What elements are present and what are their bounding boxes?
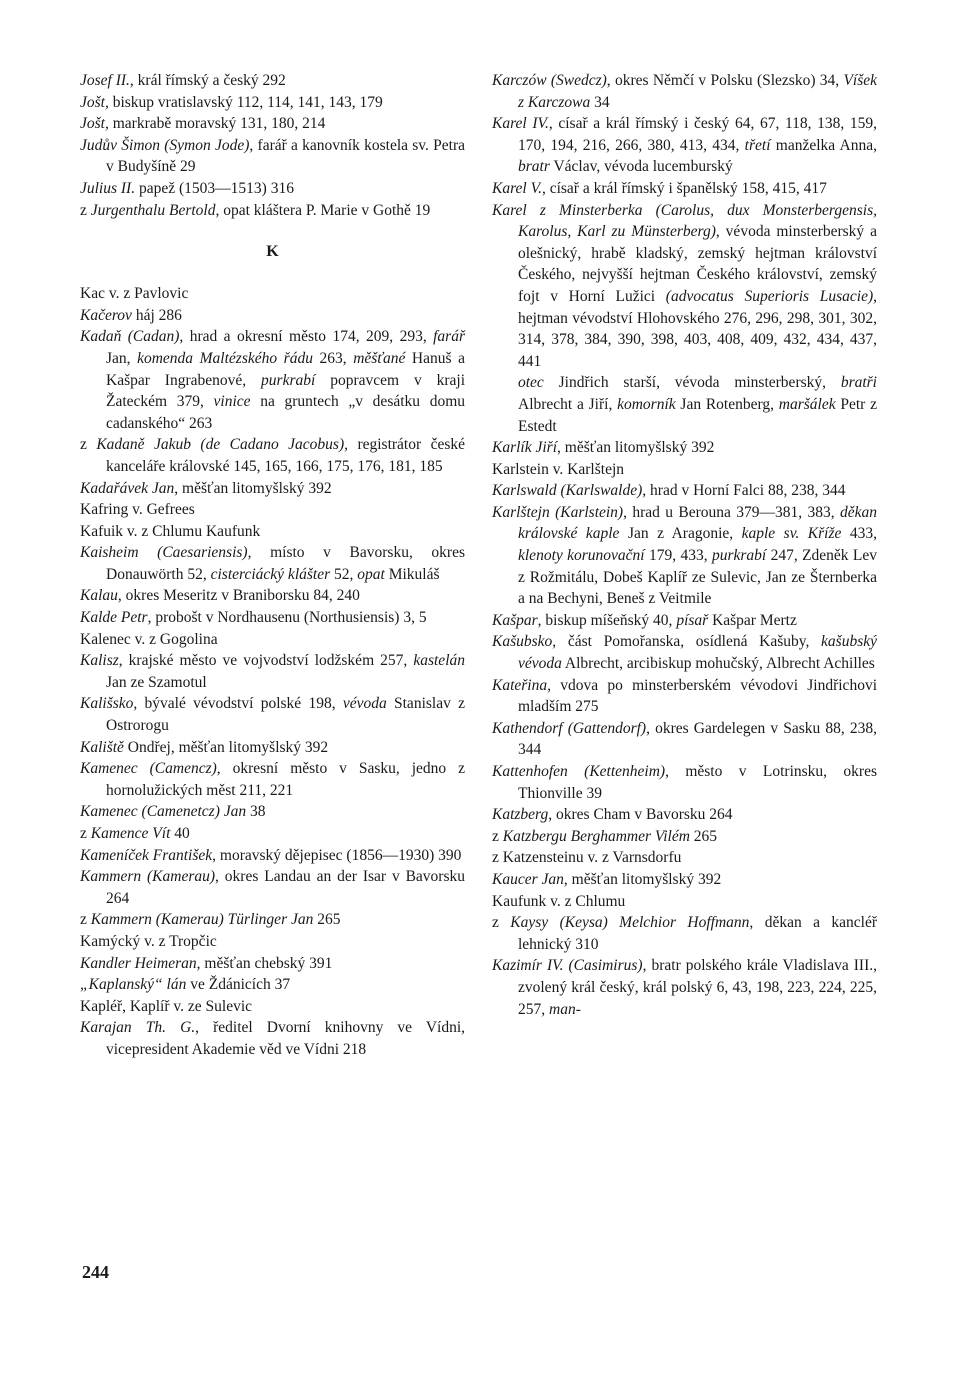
entry-text: klenoty korunovační [518, 547, 645, 565]
entry-text: Kamenec (Camenetcz) Jan [80, 803, 247, 821]
index-entry [80, 521, 465, 543]
entry-text: Albrecht, arcibiskup mohučský, Albrecht Achilles [561, 655, 875, 673]
entry-text: na gruntech „v desátku domu cadanského“ 263 [106, 393, 465, 432]
entry-text: Kališsko [80, 695, 134, 713]
index-entry [492, 70, 877, 113]
index-entry [80, 92, 465, 114]
index-entry [80, 974, 465, 996]
index-entry [80, 737, 465, 759]
entry-text: Petr z Estedt [518, 395, 877, 435]
section-letter: K [266, 243, 279, 261]
entry-text: Kaliště [80, 738, 124, 756]
entry-text: komenda Maltézského řádu [137, 349, 313, 367]
index-entry [80, 178, 465, 200]
entry-text: Kateřina [492, 676, 548, 694]
index-entry [492, 761, 877, 804]
entry-text: , opat kláštera P. Marie v Gothě 19 [215, 201, 431, 219]
entry-text: Kazimír IV. (Casimirus) [492, 957, 643, 975]
entry-text: měšťané [353, 349, 406, 367]
entry-text: Jan Rotenberg, [675, 395, 779, 413]
entry-text: Stanislav z Ostrorogu [106, 695, 465, 735]
entry-text: , registrátor české kanceláře královské 145, 165, 166, 175, 176, 181, 185 [106, 436, 466, 475]
entry-text: man- [549, 1000, 581, 1018]
entry-text: opat [357, 565, 385, 583]
index-entry [492, 113, 877, 178]
entry-text: písař [676, 611, 709, 629]
left-entries-top [80, 70, 465, 221]
entry-text: Kalenec v. z Gogolina [80, 630, 218, 648]
entry-text: , místo v Bavorsku, okres Donauwörth 52, [106, 544, 466, 583]
index-entry [492, 675, 877, 718]
entry-text: , král římský a český 292 [129, 72, 286, 89]
entry-text: bratr [518, 158, 550, 176]
index-entry [80, 542, 465, 585]
entry-text: Katzbergu Berghammer Vilém [502, 827, 690, 845]
entry-text: Kapléř, Kaplíř v. ze Sulevic [80, 997, 253, 1015]
index-entry [492, 718, 877, 761]
entry-text: 263, [312, 349, 354, 367]
index-entry [80, 499, 465, 521]
entry-text: Kašpar [492, 611, 538, 629]
entry-text: Karczów (Swedcz) [492, 72, 607, 89]
index-entry [80, 866, 465, 909]
entry-text: Karel z Minsterberka (Carolus, dux Monsterbergensis, Karolus, Karl zu Münsterberg) [492, 201, 877, 241]
entry-text: , biskup míšeňský 40, [537, 611, 677, 629]
entry-text: maršálek [778, 395, 836, 413]
entry-text: kašubský vévoda [518, 633, 877, 673]
entry-text: 52, [330, 565, 358, 583]
entry-text: , měšťan litomyšlský 392 [563, 870, 722, 888]
left-entries-k [80, 283, 465, 1060]
entry-text: Jurgenthalu Bertold [90, 201, 216, 219]
entry-text: , měšťan chebský 391 [196, 954, 333, 972]
right-column [492, 70, 877, 1020]
entry-text: , okres Němčí v Polsku (Slezsko) 34, [606, 72, 844, 89]
index-entry [80, 305, 465, 327]
entry-text: Albrecht a Jiří, [518, 395, 618, 413]
entry-text: z [492, 914, 511, 932]
entry-text: , město v Lotrinsku, okres Thionville 39 [518, 763, 878, 802]
entry-text: ve Ždánicích 37 [186, 976, 291, 994]
entry-text: z [80, 201, 91, 219]
entry-text: , děkan a kancléř lehnický 310 [518, 914, 878, 953]
index-entry [80, 693, 465, 736]
entry-text: Karlík Jiří [492, 439, 558, 457]
index-entry [80, 434, 465, 477]
entry-text: Kaufunk v. z Chlumu [492, 892, 626, 910]
entry-text: z [80, 911, 91, 929]
entry-text: Karlswald (Karlswalde) [492, 482, 643, 500]
entry-text: Kačerov [80, 306, 132, 324]
entry-text: Jindřich starší, vévoda minsterberský, [543, 374, 841, 392]
entry-text: z [492, 827, 503, 845]
entry-text: Víšek z Karczowa [518, 72, 878, 111]
index-entry [80, 1017, 465, 1060]
entry-text: Kalau [80, 587, 118, 605]
index-entry [80, 585, 465, 607]
entry-text: , bývalé vévodství polské 198, [133, 695, 343, 713]
index-entry [492, 610, 877, 632]
index-entry [492, 437, 877, 459]
entry-text: , hrad u Berouna 379—381, 383, [623, 503, 840, 521]
entry-text: 40 [170, 825, 190, 842]
entry-text: Kathendorf (Gattendorf) [492, 719, 647, 737]
entry-text: , okres Meseritz v Braniborsku 84, 240 [117, 587, 360, 605]
entry-text: , měšťan litomyšlský 392 [174, 479, 332, 497]
entry-text: kastelán [413, 652, 465, 670]
left-column [80, 70, 465, 1061]
entry-text: bratři [840, 374, 877, 392]
index-entry [492, 459, 877, 481]
entry-text: kaple sv. Kříže [741, 525, 842, 543]
entry-text: Kalde Petr [80, 609, 148, 627]
entry-text: vévoda [342, 695, 387, 713]
index-entry [80, 70, 465, 92]
entry-text: , část Pomořanska, osídlená Kašuby, [552, 633, 822, 651]
index-entry [492, 372, 877, 437]
entry-text: manželka Anna, [770, 136, 878, 154]
entry-text: Karel IV. [492, 115, 549, 133]
index-entry [80, 478, 465, 500]
entry-text: z [80, 825, 91, 842]
entry-text: Kašubsko [492, 633, 553, 651]
entry-text: Ondřej, měšťan litomyšlský 392 [123, 738, 329, 756]
entry-text: Václav, vévoda lucemburský [549, 158, 733, 176]
entry-text: Karlštejn (Karlstein) [492, 503, 624, 521]
entry-text: cisterciácký klášter [210, 565, 331, 583]
entry-text: Judův Šimon (Symon Jode) [80, 136, 250, 154]
index-entry [80, 801, 465, 823]
entry-text: , bratr polského krále Vladislava III., zvolený král český, král polský 6, 43, 198, 223, 224, 225, 257, [518, 957, 877, 1018]
entry-text: háj 286 [131, 306, 182, 324]
index-entry [492, 826, 877, 848]
entry-text: , krajské město ve vojvodství lodžském 257, [118, 652, 414, 670]
entry-text: Kaisheim (Caesariensis) [80, 544, 248, 562]
entry-text: Kalisz [80, 652, 119, 670]
index-entry [492, 178, 877, 200]
entry-text: , probošt v Nordhausenu (Northusiensis) 3, 5 [147, 609, 427, 627]
index-entry [80, 607, 465, 629]
index-entry [80, 931, 465, 953]
index-entry [80, 283, 465, 305]
entry-text: Jan z Aragonie, [619, 525, 742, 543]
entry-text: Kamence Vít [90, 825, 171, 842]
entry-text: , okres Gardelegen v Sasku 88, 238, 344 [518, 719, 877, 759]
entry-text: (advocatus Superioris Lusacie) [665, 287, 874, 305]
index-entry [80, 845, 465, 867]
entry-text: , okres Cham v Bavorsku 264 [548, 806, 733, 824]
index-entry [80, 909, 465, 931]
entry-text: „Kaplanský“ lán [80, 976, 187, 994]
entry-text: z Katzensteinu v. z Varnsdorfu [492, 849, 682, 867]
entry-text: Kac v. z Pavlovic [80, 285, 189, 303]
entry-text: , vévoda minsterberský a olešnický, hrabě kladský, zemský hejtman království Českého, nejvyšší hejtman Českého království, zemský fojt v Horní Lužici [518, 223, 877, 305]
entry-text: , hejtman vévodství Hlohovského 276, 296, 298, 301, 302, 314, 378, 384, 390, 398, 403, 408, 409, 432, 434, 437, 441 [518, 287, 878, 370]
entry-text: Katzberg [492, 806, 549, 824]
entry-text: , okresní město v Sasku, jedno z hornolužických měst 211, 221 [106, 760, 465, 799]
entry-text: třetí [744, 136, 771, 154]
index-entry [80, 758, 465, 801]
entry-text: Julius II. [80, 179, 139, 197]
entry-text: Hanuš a Kašpar Ingrabenové, [106, 349, 465, 389]
entry-text: Jošt, [80, 115, 113, 133]
index-entry [80, 200, 465, 222]
index-entry [492, 847, 877, 869]
entry-text: Kadaň (Cadan) [80, 328, 180, 346]
index-entry [492, 480, 877, 502]
entry-text: Kandler Heimeran [80, 954, 197, 972]
entry-text: děkan královské kaple [518, 503, 877, 543]
entry-text: 265 [313, 911, 341, 929]
index-entry [80, 113, 465, 135]
index-entry [492, 804, 877, 826]
entry-text: vinice [213, 393, 251, 411]
entry-text: 247, Zdeněk Lev z Rožmitálu, Dobeš Kaplíř ze Sulevic, Jan ze Šternberka a na Bechyni, Beneš z Veitmile [518, 547, 878, 608]
entry-text: Kafuik v. z Chlumu Kaufunk [80, 522, 261, 540]
entry-text: z [80, 436, 97, 454]
index-entry [492, 631, 877, 674]
index-entry [492, 912, 877, 955]
entry-text: , měšťan litomyšlský 392 [557, 439, 715, 457]
entry-text: markrabě moravský 131, 180, 214 [112, 115, 326, 133]
entry-text: 38 [246, 803, 266, 821]
entry-text: Kaucer Jan [492, 870, 564, 888]
entry-text: Josef II. [80, 72, 130, 89]
entry-text: Kadaně Jakub (de Cadano Jacobus) [96, 436, 345, 454]
entry-text: otec [518, 374, 544, 392]
index-entry [80, 996, 465, 1018]
entry-text: , okres Landau an der Isar v Bavorsku 264 [106, 868, 465, 907]
entry-text: Mikuláš [384, 565, 440, 583]
index-entry [80, 326, 465, 434]
entry-text: , farář a kanovník kostela sv. Petra v Budyšíně 29 [106, 136, 465, 176]
entry-text: Kašpar Mertz [708, 611, 797, 629]
entry-text: , moravský dějepisec (1856—1930) 390 [212, 846, 462, 864]
entry-text: Karel V. [492, 179, 542, 197]
entry-text: , hrad v Horní Falci 88, 238, 344 [642, 482, 846, 500]
right-entries [492, 70, 877, 1020]
entry-text: , ředitel Dvorní knihovny ve Vídni, vicepresident Akademie věd ve Vídni 218 [106, 1019, 465, 1058]
entry-text: Kammern (Kamerau) [80, 868, 216, 886]
entry-text: Kattenhofen (Kettenheim) [492, 763, 666, 780]
entry-text: Kaysy (Keysa) Melchior Hoffmann [510, 914, 750, 932]
index-entry [492, 891, 877, 913]
entry-text: popravcem v kraji Žateckém 379, [106, 371, 466, 411]
entry-text: biskup vratislavský 112, 114, 141, 143, 179 [112, 93, 383, 111]
index-entry [80, 650, 465, 693]
entry-text: purkrabí [261, 371, 316, 389]
entry-text: Kafring v. Gefrees [80, 501, 195, 519]
entry-text: Karajan Th. G. [80, 1019, 196, 1037]
entry-text: Jan ze Szamotul [106, 673, 207, 691]
index-entry [80, 629, 465, 651]
entry-text: Karlstein v. Karlštejn [492, 460, 624, 478]
entry-text: Jošt, [80, 93, 113, 111]
entry-text: 34 [590, 93, 610, 111]
entry-text: purkrabí [711, 547, 767, 565]
index-entry [80, 823, 465, 845]
entry-text: 265 [689, 827, 718, 845]
entry-text: 179, 433, [644, 547, 712, 565]
entry-text: Kamýcký v. z Tropčic [80, 932, 217, 950]
entry-text: Kamenec (Camencz) [80, 760, 217, 778]
index-entry [80, 135, 465, 178]
entry-text: Kameníček František [80, 846, 213, 864]
entry-text: papež (1503—1513) 316 [138, 179, 294, 197]
index-entry [492, 955, 877, 1020]
entry-text: komorník [617, 395, 676, 413]
page-number: 244 [82, 1262, 109, 1282]
index-entry [492, 200, 877, 373]
entry-text: , vdova po minsterberském vévodovi Jindřichovi mladším 275 [518, 676, 877, 716]
entry-text: Kammern (Kamerau) Türlinger Jan [90, 911, 314, 929]
entry-text: Jan, [106, 349, 138, 367]
entry-text: Kadařávek Jan [80, 479, 175, 497]
entry-text: , hrad a okresní město 174, 209, 293, [179, 328, 434, 346]
entry-text: , císař a král římský i český 64, 67, 118, 138, 159, 170, 194, 216, 266, 380, 413, 434, [518, 115, 877, 154]
entry-text: , císař a král římský i španělský 158, 415, 417 [541, 179, 827, 197]
index-entry [80, 953, 465, 975]
entry-text: 433, [841, 525, 877, 543]
index-entry [492, 869, 877, 891]
index-entry [492, 502, 877, 610]
entry-text: farář [433, 328, 465, 346]
